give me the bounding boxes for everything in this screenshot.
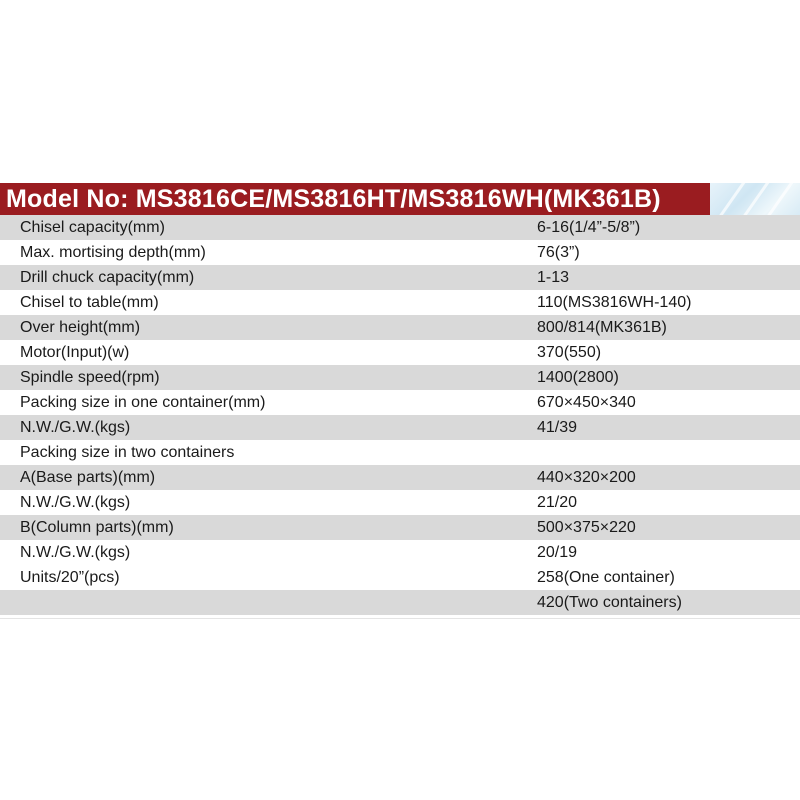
spec-label: N.W./G.W.(kgs) [20,544,131,561]
spec-value: 440×320×200 [537,469,636,486]
spec-row-units-20ft [0,565,800,590]
spec-value: 670×450×340 [537,394,636,411]
spec-label: Packing size in one container(mm) [20,394,266,411]
model-header-bar [0,183,800,215]
spec-label: Chisel to table(mm) [20,294,159,311]
spec-label: Packing size in two containers [20,444,235,461]
spec-row-packing-size-two-containers [0,440,800,465]
spec-row-weight-one-container [0,415,800,440]
spec-row-units-two-containers [0,590,800,615]
spec-value: 258(One container) [537,569,675,586]
spec-value: 6-16(1/4”-5/8”) [537,219,641,236]
spec-row-over-height [0,315,800,340]
spec-row-motor-input [0,340,800,365]
spec-value: 1400(2800) [537,369,619,386]
spec-label: N.W./G.W.(kgs) [20,494,131,511]
spec-label: Max. mortising depth(mm) [20,244,206,261]
spec-label: Chisel capacity(mm) [20,219,165,236]
spec-value: 370(550) [537,344,602,361]
spec-row-chisel-capacity [0,215,800,240]
spec-row-packing-size-one-container [0,390,800,415]
spec-label: Drill chuck capacity(mm) [20,269,195,286]
spec-value: 21/20 [537,494,578,511]
spec-value: 20/19 [537,544,578,561]
spec-label: N.W./G.W.(kgs) [20,419,131,436]
spec-value: 500×375×220 [537,519,636,536]
model-number-title: Model No: MS3816CE/MS3816HT/MS3816WH(MK361B) [6,185,661,213]
header-decoration [710,183,800,215]
spec-row-base-parts [0,465,800,490]
spec-value: 76(3”) [537,244,580,261]
spec-value: 420(Two containers) [537,594,682,611]
spec-label: A(Base parts)(mm) [20,469,156,486]
spec-row-spindle-speed [0,365,800,390]
spec-row-weight-column-parts [0,540,800,565]
spec-value: 110(MS3816WH-140) [537,294,692,311]
spec-row-max-mortising-depth [0,240,800,265]
spec-label: Spindle speed(rpm) [20,369,160,386]
spec-value: 41/39 [537,419,578,436]
spec-row-chisel-to-table [0,290,800,315]
table-bottom-rule [0,618,800,619]
spec-label: Over height(mm) [20,319,141,336]
spec-label: B(Column parts)(mm) [20,519,174,536]
spec-label: Units/20”(pcs) [20,569,120,586]
spec-row-column-parts [0,515,800,540]
spec-value: 1-13 [537,269,570,286]
spec-value: 800/814(MK361B) [537,319,667,336]
spec-label: Motor(Input)(w) [20,344,130,361]
spec-row-drill-chuck-capacity [0,265,800,290]
specification-table [0,215,800,615]
spec-row-weight-base-parts [0,490,800,515]
